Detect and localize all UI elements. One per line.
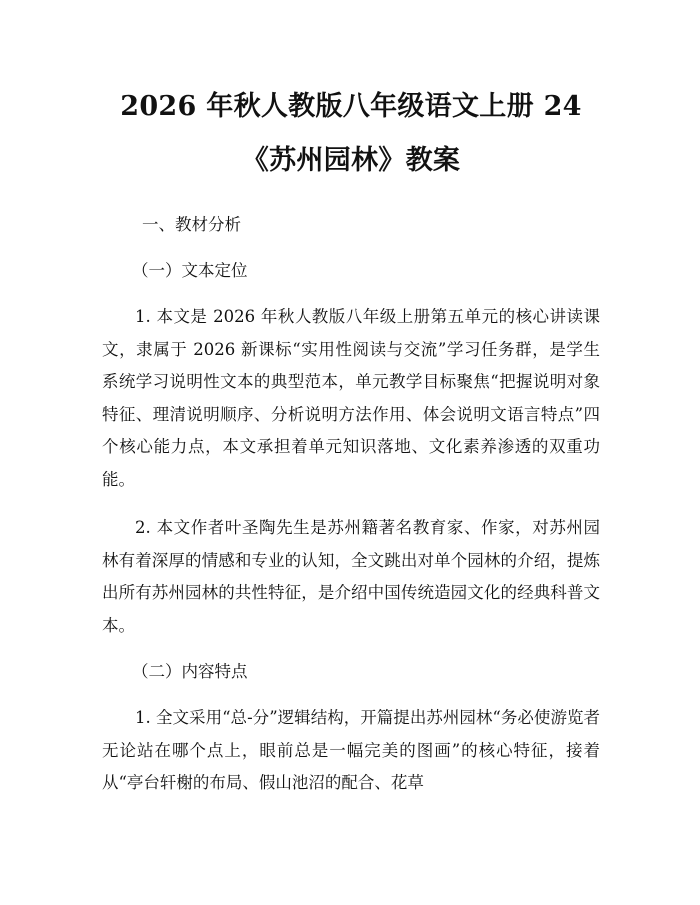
paragraph-text-position-1: 1. 本文是 2026 年秋人教版八年级上册第五单元的核心讲读课文，隶属于 2026 新课标“实用性阅读与交流”学习任务群，是学生系统学习说明性文本的典型范本，单元教学目标聚焦“把握说明对象特征、理清说明顺序、分析说明方法作用、体会说明文语言特点”四个核心能力点，本文承担着单元知识落地、文化素养渗透的双重功能。 [102, 307, 600, 489]
paragraph-content-features-1: 1. 全文采用“总-分”逻辑结构，开篇提出苏州园林“务必使游览者无论站在哪个点上，眼前总是一幅完美的图画”的核心特征，接着从“亭台轩榭的布局、假山池沼的配合、花草 [102, 708, 600, 792]
subsection-heading-content-features: （二）内容特点 [132, 662, 248, 681]
paragraph-text-position-2: 2. 本文作者叶圣陶先生是苏州籍著名教育家、作家，对苏州园林有着深厚的情感和专业的认知，全文跳出对单个园林的介绍，提炼出所有苏州园林的共性特征，是介绍中国传统造园文化的经典科普文本。 [102, 518, 600, 635]
document-title: 2026 年秋人教版八年级语文上册 24《苏州园林》教案 [120, 91, 582, 176]
section-heading-textbook-analysis: 一、教材分析 [142, 215, 241, 234]
subsection-heading-text-position: （一）文本定位 [132, 261, 248, 280]
